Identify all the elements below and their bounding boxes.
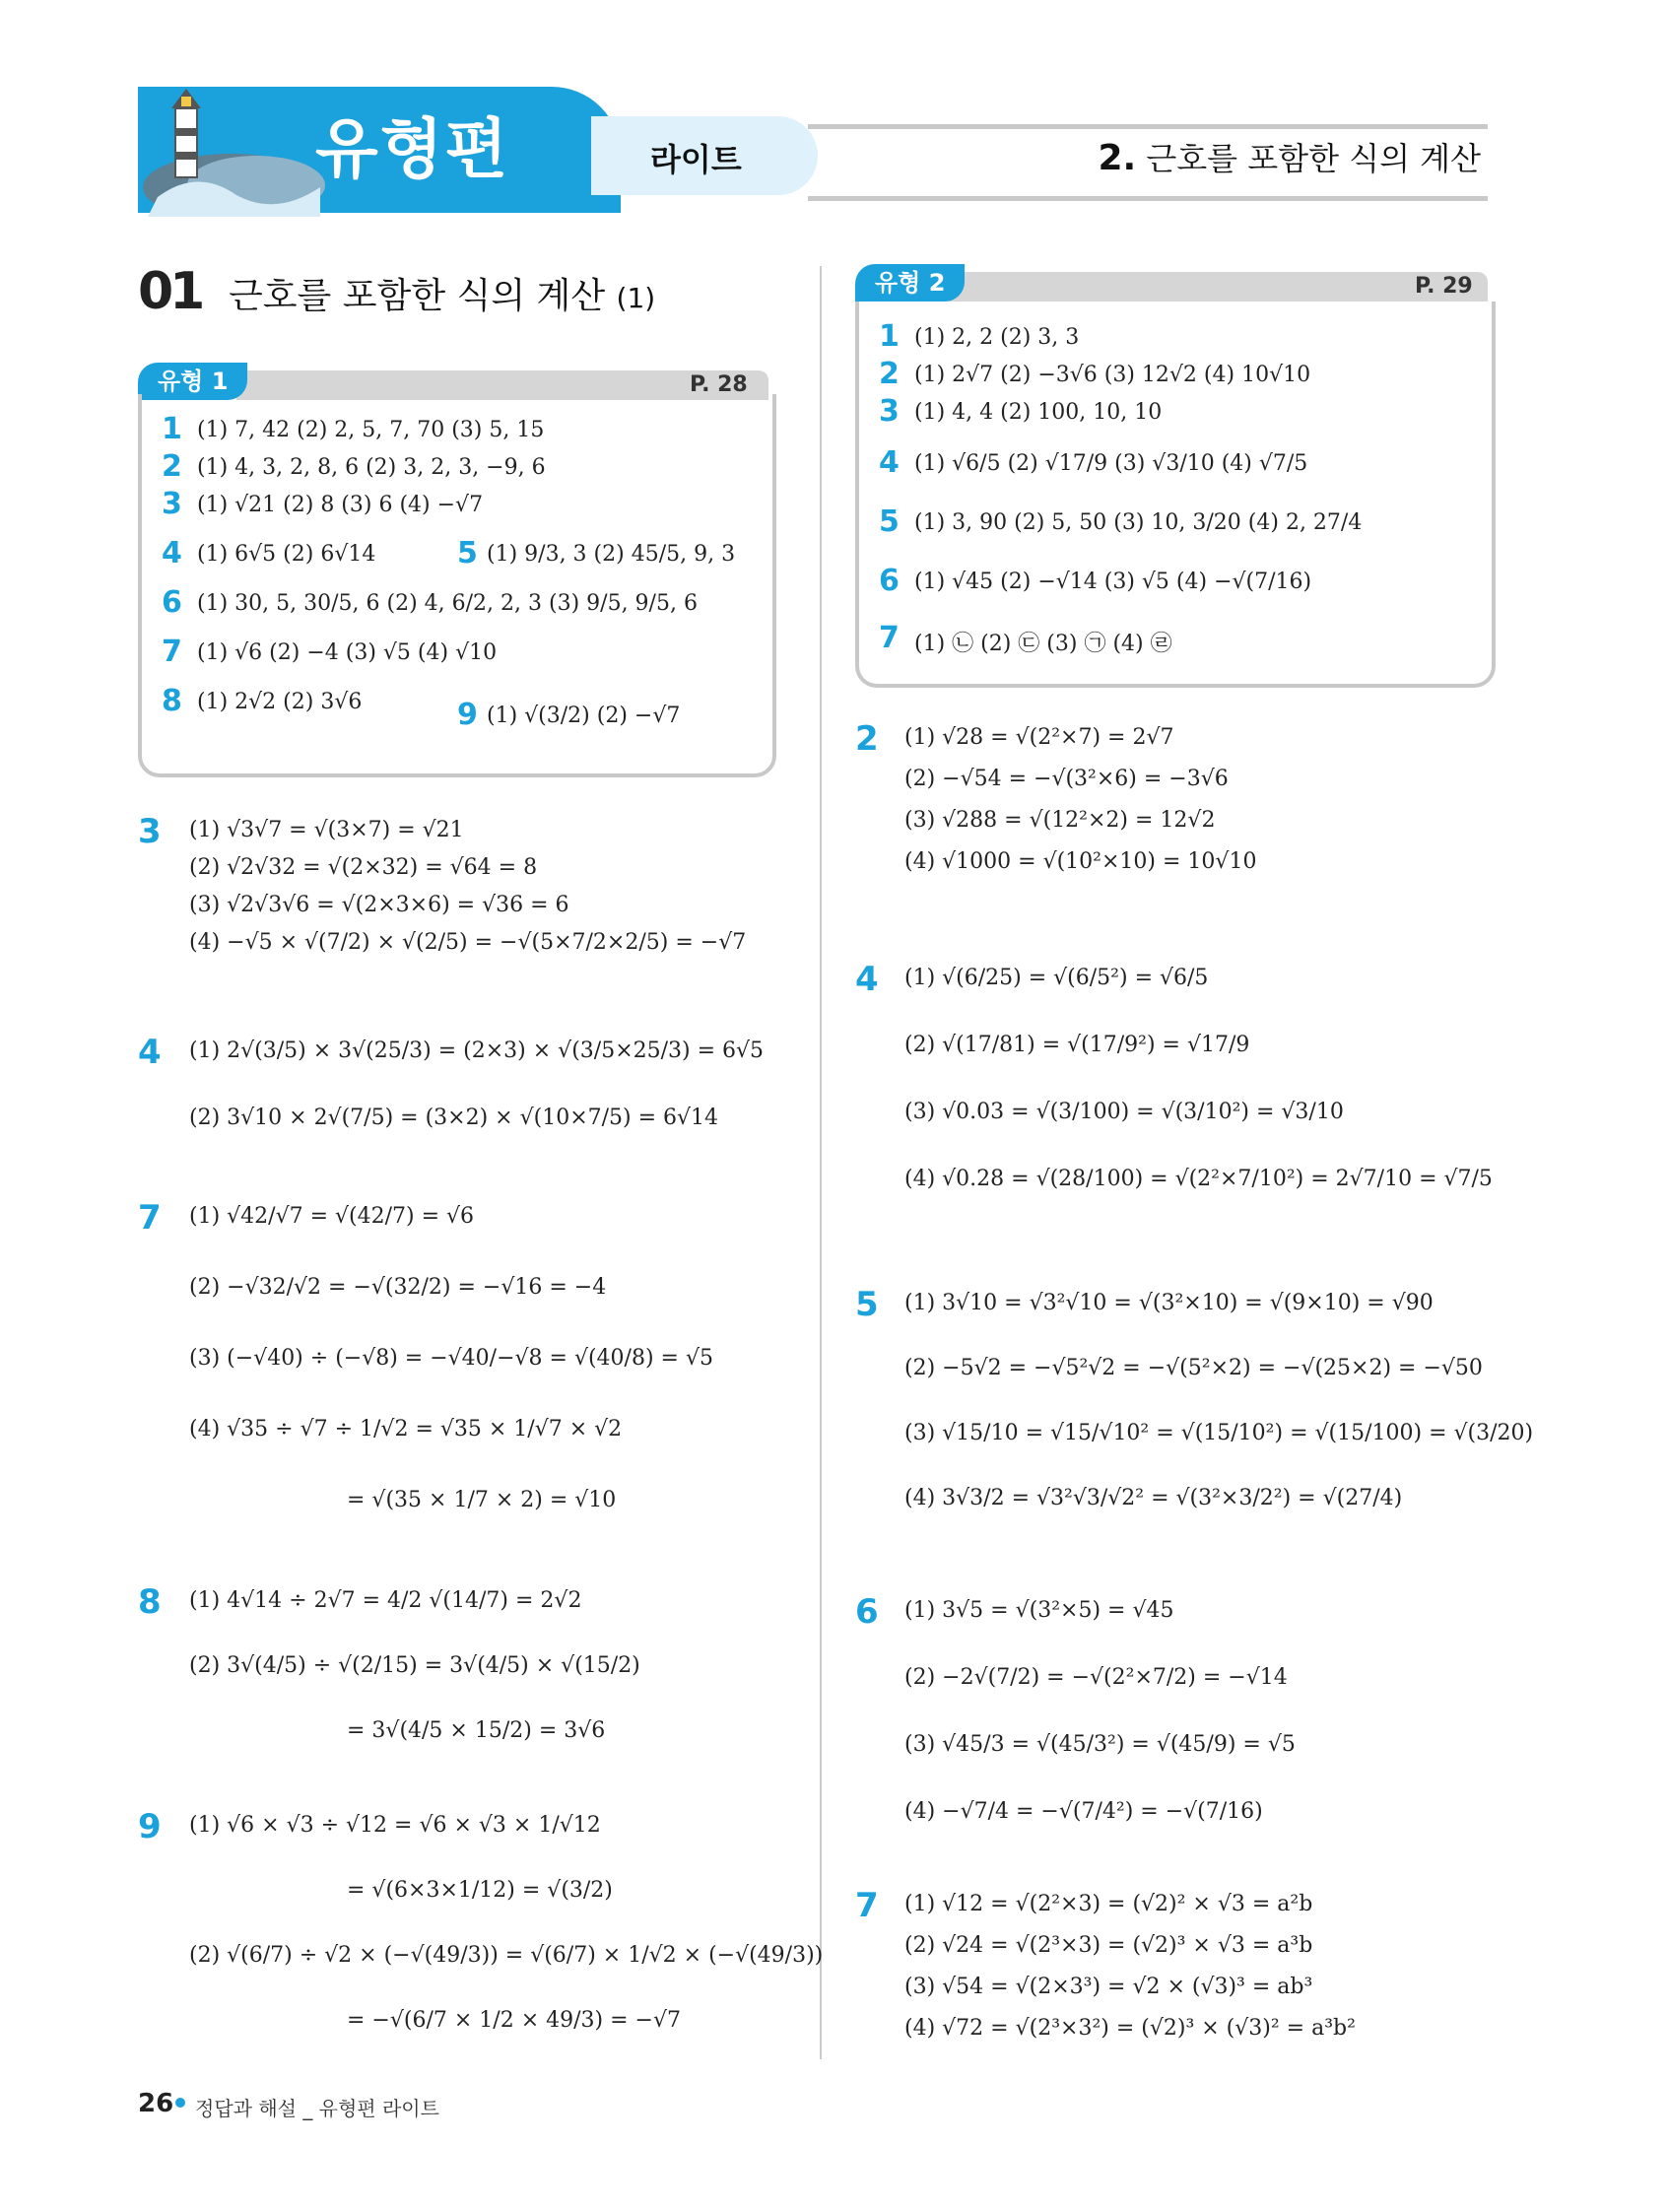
solution-number: 7	[138, 1198, 162, 1238]
answer-text: (1) 6√5 (2) 6√14	[197, 542, 376, 567]
solution-number: 2	[855, 719, 879, 759]
solution-line: (3) (−√40) ÷ (−√8) = −√40/−√8 = √(40/8) = √5	[189, 1346, 713, 1371]
solution-line: = √(6×3×1/12) = √(3/2)	[347, 1878, 613, 1903]
solution-number: 4	[138, 1033, 162, 1072]
solution-line: (4) √0.28 = √(28/100) = √(2²×7/10²) = 2√7/10 = √7/5	[904, 1167, 1493, 1191]
answer-number: 1	[162, 412, 182, 446]
footer-text: 정답과 해설 _ 유형편 라이트	[195, 2097, 439, 2120]
solution-line: (1) √6 × √3 ÷ √12 = √6 × √3 × 1/√12	[189, 1813, 601, 1838]
solution-line: (2) −2√(7/2) = −√(2²×7/2) = −√14	[904, 1665, 1288, 1690]
answer-text: (1) 9/3, 3 (2) 45/5, 9, 3	[487, 542, 736, 567]
solution-line: (4) √35 ÷ √7 ÷ 1/√2 = √35 × 1/√7 × √2	[189, 1417, 623, 1441]
answer-number: 2	[162, 449, 182, 484]
answer-text: (1) 30, 5, 30/5, 6 (2) 4, 6/2, 2, 3 (3) 9/5, 9/5, 6	[197, 591, 698, 616]
answer-text: (1) 4, 3, 2, 8, 6 (2) 3, 2, 3, −9, 6	[197, 455, 546, 480]
answer-text: (1) ㉡ (2) ㉢ (3) ㉠ (4) ㉣	[914, 632, 1172, 656]
solution-line: = √(35 × 1/7 × 2) = √10	[347, 1488, 617, 1512]
answer-text: (1) 3, 90 (2) 5, 50 (3) 10, 3/20 (4) 2, 27/4	[914, 510, 1363, 535]
answer-number: 9	[457, 698, 478, 732]
solution-number: 3	[138, 812, 162, 851]
solution-line: (1) √(6/25) = √(6/5²) = √6/5	[904, 966, 1209, 990]
header-title: 유형편	[315, 111, 510, 187]
answer-text: (1) √45 (2) −√14 (3) √5 (4) −√(7/16)	[914, 570, 1312, 594]
solution-line: (3) √0.03 = √(3/100) = √(3/10²) = √3/10	[904, 1100, 1344, 1124]
answer-text: (1) 2√7 (2) −3√6 (3) 12√2 (4) 10√10	[914, 363, 1311, 387]
answer-text: (1) √21 (2) 8 (3) 6 (4) −√7	[197, 493, 484, 517]
type2-page: P. 29	[1415, 274, 1473, 299]
page-number: 26	[138, 2089, 174, 2118]
answer-text: (1) 2, 2 (2) 3, 3	[914, 325, 1080, 350]
answer-number: 7	[162, 635, 182, 669]
solution-line: (4) 3√3/2 = √3²√3/√2² = √(3²×3/2²) = √(27/4)	[904, 1486, 1403, 1510]
answer-text: (1) 7, 42 (2) 2, 5, 7, 70 (3) 5, 15	[197, 418, 545, 442]
solution-line: (1) √42/√7 = √(42/7) = √6	[189, 1204, 475, 1229]
answer-number: 5	[879, 504, 900, 539]
solution-line: (2) −5√2 = −√5²√2 = −√(5²×2) = −√(25×2) = −√50	[904, 1356, 1483, 1380]
type1-label: 유형 1	[138, 363, 247, 400]
chapter-title: 근호를 포함한 식의 계산	[1146, 140, 1481, 177]
solution-line: (2) √(17/81) = √(17/9²) = √17/9	[904, 1033, 1250, 1057]
solution-number: 7	[855, 1886, 879, 1925]
solution-line: (4) −√7/4 = −√(7/4²) = −√(7/16)	[904, 1799, 1263, 1824]
solution-line: (1) 3√5 = √(3²×5) = √45	[904, 1598, 1174, 1623]
type2-label: 유형 2	[855, 264, 965, 302]
solution-line: (1) 3√10 = √3²√10 = √(3²×10) = √(9×10) = √90	[904, 1291, 1434, 1315]
answer-number: 3	[162, 487, 182, 521]
type1-box	[138, 394, 776, 777]
solution-line: (1) 2√(3/5) × 3√(25/3) = (2×3) × √(3/5×25/3) = 6√5	[189, 1039, 765, 1063]
answer-number: 7	[879, 621, 900, 655]
answer-number: 6	[879, 564, 900, 598]
answer-number: 2	[879, 357, 900, 391]
answer-number: 5	[457, 536, 478, 570]
solution-number: 9	[138, 1807, 162, 1846]
solution-line: (2) √(6/7) ÷ √2 × (−√(49/3)) = √(6/7) × 1/√2 × (−√(49/3))	[189, 1943, 824, 1968]
section-part: (1)	[616, 282, 656, 314]
solution-line: (1) √12 = √(2²×3) = (√2)² × √3 = a²b	[904, 1892, 1313, 1916]
solution-line: (3) √15/10 = √15/√10² = √(15/10²) = √(15/100) = √(3/20)	[904, 1421, 1534, 1445]
answer-number: 3	[879, 394, 900, 429]
solution-line: (2) −√54 = −√(3²×6) = −3√6	[904, 767, 1229, 791]
solution-line: (3) √54 = √(2×3³) = √2 × (√3)³ = ab³	[904, 1975, 1313, 1999]
solution-line: = 3√(4/5 × 15/2) = 3√6	[347, 1718, 606, 1743]
solution-line: (3) √45/3 = √(45/3²) = √(45/9) = √5	[904, 1732, 1296, 1757]
solution-line: (2) √2√32 = √(2×32) = √64 = 8	[189, 855, 538, 880]
section-title-text: 근호를 포함한 식의 계산	[229, 276, 606, 316]
answer-text: (1) √(3/2) (2) −√7	[487, 704, 681, 728]
solution-line: = −√(6/7 × 1/2 × 49/3) = −√7	[347, 2008, 681, 2033]
solution-number: 4	[855, 960, 879, 999]
solution-line: (3) √2√3√6 = √(2×3×6) = √36 = 6	[189, 893, 569, 917]
solution-line: (1) √3√7 = √(3×7) = √21	[189, 818, 464, 842]
solution-line: (4) −√5 × √(7/2) × √(2/5) = −√(5×7/2×2/5) = −√7	[189, 930, 747, 955]
answer-text: (1) 2√2 (2) 3√6	[197, 690, 363, 714]
lighthouse-icon	[138, 69, 325, 217]
solution-line: (2) 3√10 × 2√(7/5) = (3×2) × √(10×7/5) = 6√14	[189, 1106, 719, 1130]
solution-number: 5	[855, 1285, 879, 1324]
answer-text: (1) √6 (2) −4 (3) √5 (4) √10	[197, 640, 498, 665]
chapter-heading	[1098, 134, 1481, 179]
answer-number: 1	[879, 319, 900, 354]
solution-line: (1) 4√14 ÷ 2√7 = 4/2 √(14/7) = 2√2	[189, 1588, 582, 1613]
answer-number: 6	[162, 585, 182, 620]
type1-page: P. 28	[690, 372, 748, 397]
chapter-number: 2.	[1098, 138, 1137, 178]
section-number: 01	[138, 262, 202, 321]
type2-bar	[946, 272, 1488, 302]
answer-number: 8	[162, 684, 182, 718]
solution-line: (2) −√32/√2 = −√(32/2) = −√16 = −4	[189, 1275, 607, 1300]
answer-number: 4	[879, 445, 900, 480]
level-label: 라이트	[650, 141, 742, 178]
solution-line: (2) √24 = √(2³×3) = (√2)³ × √3 = a³b	[904, 1933, 1313, 1958]
solution-line: (2) 3√(4/5) ÷ √(2/15) = 3√(4/5) × √(15/2)	[189, 1653, 640, 1678]
answer-text: (1) √6/5 (2) √17/9 (3) √3/10 (4) √7/5	[914, 451, 1308, 476]
solution-line: (4) √1000 = √(10²×10) = 10√10	[904, 849, 1257, 874]
column-divider	[820, 266, 822, 2059]
solution-number: 8	[138, 1582, 162, 1622]
solution-line: (3) √288 = √(12²×2) = 12√2	[904, 808, 1216, 833]
solution-line: (4) √72 = √(2³×3²) = (√2)³ × (√3)² = a³b²	[904, 2016, 1356, 2041]
type2-box	[855, 302, 1496, 688]
section-title	[229, 268, 655, 318]
solution-line: (1) √28 = √(2²×7) = 2√7	[904, 725, 1174, 750]
footer-bullet	[175, 2098, 185, 2108]
solution-number: 6	[855, 1592, 879, 1632]
answer-number: 4	[162, 536, 182, 570]
answer-text: (1) 4, 4 (2) 100, 10, 10	[914, 400, 1163, 425]
